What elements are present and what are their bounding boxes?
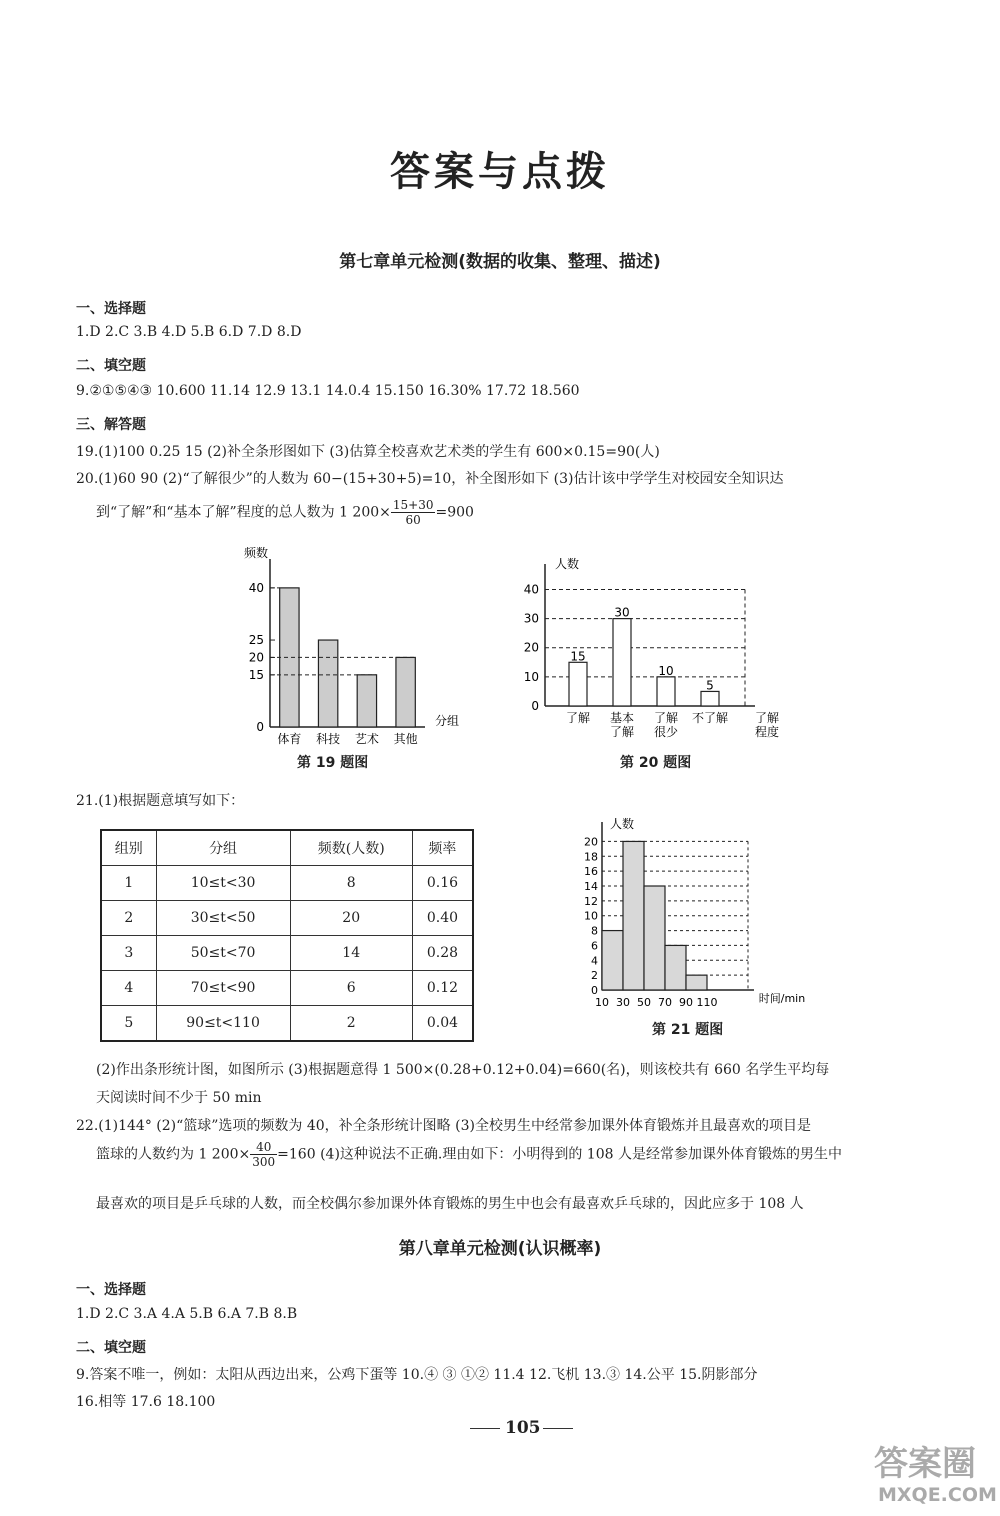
bar: [602, 931, 623, 990]
fill-answers-line1: 9.答案不唯一，例如：太阳从西边出来，公鸡下蛋等 10.④ ③ ①② 11.4 12.飞机 13.③ 14.公平 15.阴影部分: [76, 1367, 758, 1383]
y-tick-label: 30: [523, 611, 539, 626]
table-row: [101, 866, 473, 901]
watermark-logo: 答案圈: [874, 1444, 976, 1484]
table-cell: 50≤t<70: [156, 936, 290, 971]
table-cell: 2: [290, 1006, 412, 1042]
y-tick-label: 0: [256, 720, 264, 734]
choice-answers: 1.D 2.C 3.B 4.D 5.B 6.D 7.D 8.D: [76, 324, 302, 340]
y-tick-label: 25: [248, 633, 264, 648]
y-tick-label: 8: [591, 924, 598, 938]
chart-20: [515, 550, 795, 748]
bar: [569, 662, 587, 706]
x-tick-label: 不了解: [691, 711, 729, 725]
y-axis-label: 频数: [243, 546, 269, 560]
frequency-table: [100, 829, 474, 1042]
bar: [701, 691, 719, 706]
chart-19: [220, 545, 490, 775]
chart-21-caption: 第 21 题图: [652, 1022, 724, 1038]
table-cell: 14: [290, 936, 412, 971]
table-cell: 0.40: [412, 901, 473, 936]
x-tick-label: 艺术: [354, 732, 379, 746]
table-row: [101, 936, 473, 971]
y-tick-label: 10: [523, 669, 539, 684]
chart-20-caption: 第 20 题图: [620, 755, 692, 771]
answer-22-line1: 22.(1)144° (2)“篮球”选项的频数为 40，补全条形统计图略 (3)全校男生中经常参加课外体育锻炼并且最喜欢的项目是: [76, 1118, 811, 1134]
table-cell: 0.12: [412, 971, 473, 1006]
x-axis-label: 了解: [754, 711, 780, 725]
table-cell: 4: [101, 971, 156, 1006]
page-number-rule-right: [543, 1428, 573, 1429]
y-tick-label: 18: [584, 850, 598, 864]
section-solve: 三、解答题: [76, 417, 146, 433]
chart-21: [560, 812, 815, 1017]
y-tick-label: 40: [523, 582, 539, 597]
table-header: 组别: [101, 830, 156, 866]
x-tick-label: 30: [616, 996, 630, 1009]
y-tick-label: 40: [248, 580, 264, 595]
chart-19-caption: 第 19 题图: [297, 755, 369, 771]
bar: [644, 886, 665, 990]
x-axis-label: 时间/min: [758, 992, 806, 1005]
page-number: 105: [505, 1418, 541, 1438]
table-cell: 6: [290, 971, 412, 1006]
table-cell: 5: [101, 1006, 156, 1042]
choice-answers: 1.D 2.C 3.A 4.A 5.B 6.A 7.B 8.B: [76, 1306, 298, 1322]
table-cell: 90≤t<110: [156, 1006, 290, 1042]
answer-21-line2: (2)作出条形统计图，如图所示 (3)根据题意得 1 500×(0.28+0.12+0.04)=660(名)，则该校共有 660 名学生平均每: [96, 1062, 830, 1078]
answer-22-line2: 篮球的人数约为 1 200× $\frac{40}{300}$ =160 (4)这种说法不正确.理由如下：小明得到的 108 人是经常参加课外体育锻炼的男生中: [96, 1140, 842, 1169]
table-cell: 70≤t<90: [156, 971, 290, 1006]
y-tick-label: 2: [591, 969, 598, 983]
table-row: [101, 901, 473, 936]
table-cell: 3: [101, 936, 156, 971]
table-cell: 10≤t<30: [156, 866, 290, 901]
answer-19: 19.(1)100 0.25 15 (2)补全条形图如下 (3)估算全校喜欢艺术类的学生有 600×0.15=90(人): [76, 444, 660, 460]
bar: [318, 640, 337, 727]
fill-answers-line2: 16.相等 17.6 18.100: [76, 1394, 216, 1410]
x-tick-label: 其他: [393, 732, 418, 746]
y-tick-label: 20: [248, 650, 264, 665]
bar: [665, 945, 686, 990]
x-tick-label: 了解: [565, 711, 591, 725]
page-number-rule-left: [470, 1428, 500, 1429]
bar: [686, 975, 707, 990]
table-header: 频数(人数): [290, 830, 412, 866]
x-tick-label: 90: [679, 996, 693, 1009]
chapter-8-title: 第八章单元检测(认识概率): [398, 1239, 602, 1259]
x-axis-label: 分组: [434, 714, 460, 728]
y-tick-label: 6: [591, 939, 598, 953]
section-choice: 一、选择题: [76, 301, 146, 317]
y-tick-label: 4: [591, 954, 598, 968]
answer-21-line1: 21.(1)根据题意填写如下：: [76, 793, 245, 809]
answer-20-line2: 到“了解”和“基本了解”程度的总人数为 1 200× $\frac{15+30}{60}$ =900: [96, 498, 474, 527]
fill-answers: 9.②①⑤④③ 10.600 11.14 12.9 13.1 14.0.4 15.150 16.30% 17.72 18.560: [76, 383, 580, 399]
bar: [623, 841, 644, 990]
bar: [613, 619, 631, 706]
y-tick-label: 20: [584, 835, 598, 849]
x-axis-label: 程度: [754, 725, 780, 739]
table-cell: 8: [290, 866, 412, 901]
data-label: 15: [570, 649, 586, 664]
y-axis-label: 人数: [554, 557, 580, 571]
y-tick-label: 10: [584, 909, 598, 923]
answer-21-line3: 天阅读时间不少于 50 min: [96, 1090, 262, 1106]
y-tick-label: 12: [584, 894, 598, 908]
bar: [396, 657, 415, 727]
table-header: 频率: [412, 830, 473, 866]
page-title: 答案与点拨: [390, 149, 610, 195]
table-header-row: [101, 830, 473, 866]
table-cell: 0.28: [412, 936, 473, 971]
section-choice: 一、选择题: [76, 1282, 146, 1298]
table-cell: 20: [290, 901, 412, 936]
table-row: [101, 1006, 473, 1042]
x-tick-label: 了解: [609, 725, 635, 739]
bar: [280, 588, 299, 727]
section-fill: 二、填空题: [76, 358, 146, 374]
data-label: 5: [706, 678, 714, 693]
x-tick-label: 体育: [277, 732, 302, 746]
x-tick-label: 科技: [316, 732, 341, 746]
data-label: 10: [658, 663, 674, 678]
fraction: $\frac{15+30}{60}$: [392, 498, 434, 527]
chapter-7-title: 第七章单元检测(数据的收集、整理、描述): [339, 252, 661, 272]
answer-22-line3: 最喜欢的项目是乒乓球的人数，而全校偶尔参加课外体育锻炼的男生中也会有最喜欢乒乓球的，因此应多于 108 人: [96, 1196, 804, 1212]
x-tick-label: 基本: [609, 711, 635, 725]
bar: [357, 675, 376, 727]
x-tick-label: 了解: [653, 711, 679, 725]
table-row: [101, 971, 473, 1006]
table-cell: 0.04: [412, 1006, 473, 1042]
table-cell: 0.16: [412, 866, 473, 901]
fraction: $\frac{40}{300}$: [252, 1140, 276, 1169]
section-fill: 二、填空题: [76, 1340, 146, 1356]
x-tick-label: 很少: [653, 725, 679, 739]
x-tick-label: 10: [595, 996, 609, 1009]
x-tick-label: 50: [637, 996, 651, 1009]
x-tick-label: 70: [658, 996, 672, 1009]
table-cell: 30≤t<50: [156, 901, 290, 936]
y-tick-label: 14: [584, 880, 598, 893]
x-tick-label: 110: [696, 996, 718, 1009]
watermark-url: MXQE.COM: [878, 1484, 997, 1506]
y-axis-label: 人数: [609, 817, 635, 831]
bar: [657, 677, 675, 706]
y-tick-label: 15: [248, 667, 264, 682]
table-header: 分组: [156, 830, 290, 866]
table-cell: 2: [101, 901, 156, 936]
data-label: 30: [614, 605, 630, 620]
table-cell: 1: [101, 866, 156, 901]
y-tick-label: 0: [591, 984, 598, 997]
answer-20-line1: 20.(1)60 90 (2)“了解很少”的人数为 60−(15+30+5)=10，补全图形如下 (3)估计该中学学生对校园安全知识达: [76, 471, 784, 487]
y-tick-label: 16: [584, 865, 598, 879]
y-tick-label: 20: [523, 640, 539, 655]
y-tick-label: 0: [531, 699, 539, 713]
